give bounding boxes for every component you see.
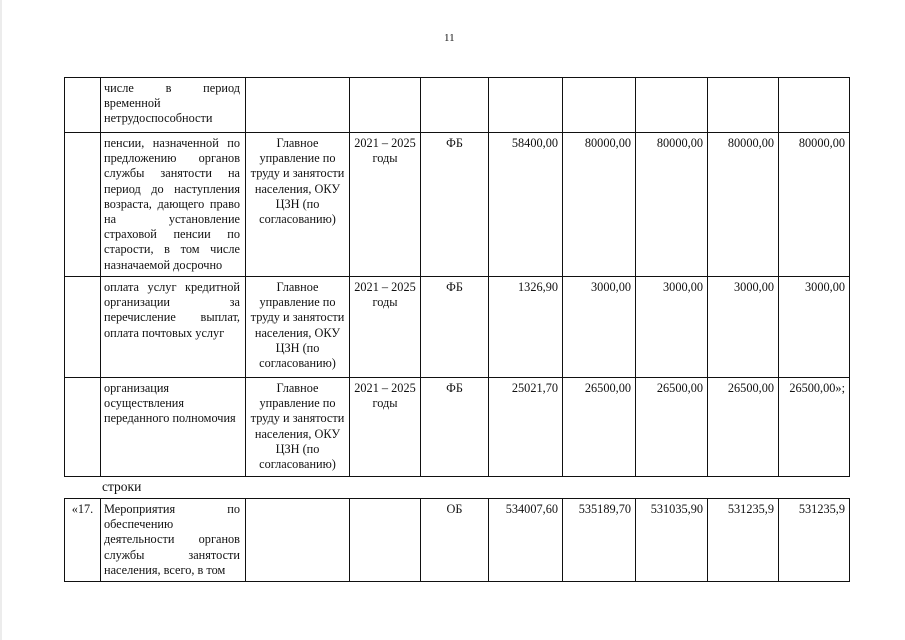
caption-text: строки — [102, 479, 142, 494]
executor-cell — [246, 499, 350, 582]
row-number-cell — [65, 277, 101, 378]
amount-cell: 80000,00 — [636, 133, 708, 277]
amount-cell — [563, 78, 636, 133]
amount-cell: 3000,00 — [563, 277, 636, 378]
period-cell — [350, 78, 421, 133]
measure-name-cell: организация осуществления переданного полномочия — [101, 378, 246, 477]
amount-cell: 26500,00»; — [779, 378, 850, 477]
row-number-cell — [65, 78, 101, 133]
amount-cell — [708, 78, 779, 133]
table-row — [65, 277, 850, 378]
table-row — [65, 499, 850, 582]
table-row — [65, 133, 850, 277]
measure-name-cell: оплата услуг кредитной организации за перечисление выплат, оплата почтовых услуг — [101, 277, 246, 378]
amount-cell: 534007,60 — [489, 499, 563, 582]
amount-cell: 3000,00 — [708, 277, 779, 378]
measures-table-bottom — [64, 498, 850, 582]
period-cell: 2021 – 2025 годы — [350, 133, 421, 277]
amount-cell: 26500,00 — [708, 378, 779, 477]
amount-cell — [636, 78, 708, 133]
page-number: 11 — [444, 32, 455, 44]
amount-cell: 531235,9 — [708, 499, 779, 582]
funding-source-cell: ОБ — [421, 499, 489, 582]
amount-cell: 80000,00 — [779, 133, 850, 277]
row-number-cell: «17. — [65, 499, 101, 582]
measure-name-cell: Мероприятия по обеспечению деятельности органов службы занятости населения, всего, в том — [101, 499, 246, 582]
amount-cell: 25021,70 — [489, 378, 563, 477]
measure-name-cell: числе в период временной нетрудоспособности — [101, 78, 246, 133]
amount-cell — [779, 78, 850, 133]
funding-source-cell: ФБ — [421, 277, 489, 378]
amount-cell: 58400,00 — [489, 133, 563, 277]
measure-name-cell: пенсии, назначенной по предложению органов службы занятости на период до наступления возраста, дающего право на установление страховой пенсии по старости, в том числе назначаемой досрочно — [101, 133, 246, 277]
executor-cell: Главное управление по труду и занятости населения, ОКУ ЦЗН (по согласованию) — [246, 378, 350, 477]
funding-source-cell: ФБ — [421, 133, 489, 277]
executor-cell: Главное управление по труду и занятости населения, ОКУ ЦЗН (по согласованию) — [246, 277, 350, 378]
amount-cell: 3000,00 — [779, 277, 850, 378]
executor-cell: Главное управление по труду и занятости населения, ОКУ ЦЗН (по согласованию) — [246, 133, 350, 277]
amount-cell: 80000,00 — [563, 133, 636, 277]
amount-cell: 26500,00 — [636, 378, 708, 477]
funding-source-cell: ФБ — [421, 378, 489, 477]
amount-cell — [489, 78, 563, 133]
period-cell: 2021 – 2025 годы — [350, 378, 421, 477]
amount-cell: 531235,9 — [779, 499, 850, 582]
amount-cell: 531035,90 — [636, 499, 708, 582]
funding-source-cell — [421, 78, 489, 133]
row-number-cell — [65, 378, 101, 477]
scan-edge-line — [0, 0, 2, 640]
row-number-cell — [65, 133, 101, 277]
table-row — [65, 78, 850, 133]
amount-cell: 3000,00 — [636, 277, 708, 378]
amount-cell: 80000,00 — [708, 133, 779, 277]
period-cell: 2021 – 2025 годы — [350, 277, 421, 378]
amount-cell: 1326,90 — [489, 277, 563, 378]
amount-cell: 26500,00 — [563, 378, 636, 477]
table-row — [65, 378, 850, 477]
measures-table-top — [64, 77, 850, 477]
period-cell — [350, 499, 421, 582]
amount-cell: 535189,70 — [563, 499, 636, 582]
executor-cell — [246, 78, 350, 133]
